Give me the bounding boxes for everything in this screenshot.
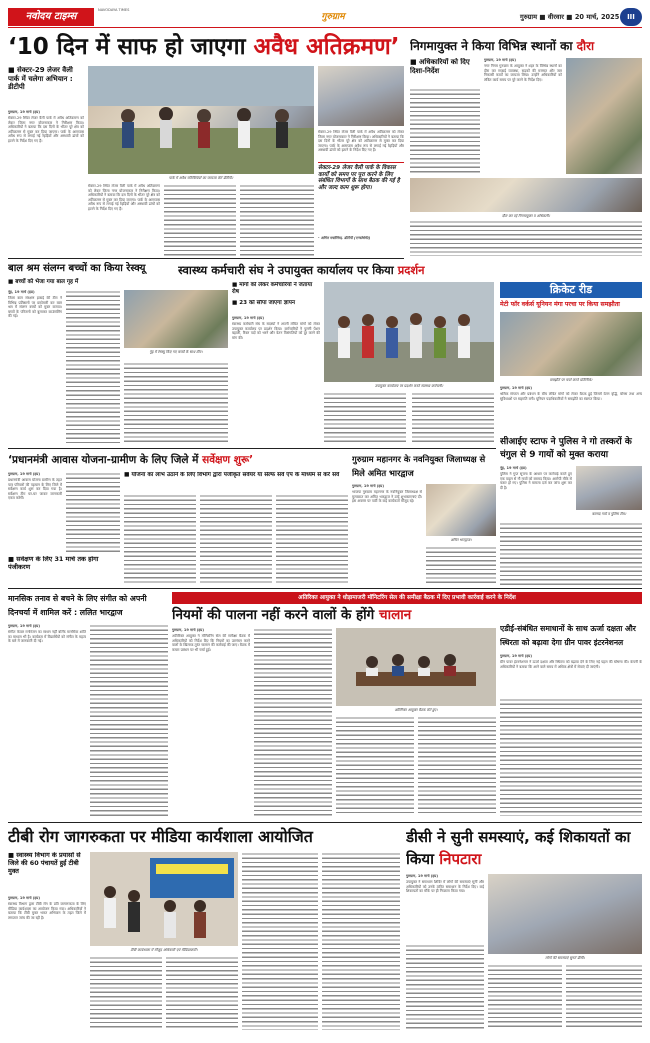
lead-subhead: ■ सेक्टर-29 लेजर वैली पार्क में चलेगा अभियान : डीटीपी <box>8 66 73 92</box>
divider-1 <box>8 258 404 259</box>
tb-photo <box>90 852 238 946</box>
dc-headline <box>406 826 642 870</box>
divider-2 <box>8 448 496 449</box>
dc-headline-black: डीसी ने सुनी समस्याएं, कई शिकायतों का किया <box>406 828 631 868</box>
awas-byline: गुरुग्राम, 19 मार्च (हप्र) <box>8 472 40 476</box>
tb-photo-caption: टीबी कार्यशाला में मौजूद अधिकारी एवं मीडियाकर्मी। <box>130 948 198 952</box>
nigam-body: नगर निगम गुरुग्राम के आयुक्त ने शहर के विभिन्न स्थानों का दौरा कर सफाई व्यवस्था, सड़कों की मरम्मत और जल निकासी कार्यों का जायजा लिया। उन्होंने अधिकारियों को लंबित कार्य समय पर पूरे करने के निर्देश दिए। <box>484 64 562 82</box>
cricket-photo-caption: समझौते पर चर्चा करते प्रतिनिधि। <box>549 378 593 382</box>
nigam-body-bottom <box>410 220 642 256</box>
nigam-photo <box>566 58 642 174</box>
niyam-body-col2 <box>254 628 332 816</box>
dc-body: उपायुक्त ने समाधान शिविर में लोगों की समस्याएं सुनीं और अधिकारियों को उनके त्वरित समाधान के निर्देश दिए। कई शिकायतों का मौके पर ही निपटारा किया गया। <box>406 880 484 894</box>
divider-3 <box>8 588 642 589</box>
niyam-strip: अतिरिक्त आयुक्त ने धोड़ामाजरी मॉनिटरिंग सेल की समीक्षा बैठक में दिए प्रभावी कार्रवाई करने के निर्देश <box>172 592 642 604</box>
dc-body-col2 <box>406 944 484 1030</box>
dc-headline-red: निपटारा <box>439 850 482 868</box>
tb-body-col3 <box>166 956 238 1030</box>
lead-body-col2: सेक्टर-29 स्थित लेजर वैली पार्क में अवैध अतिक्रमण को लेकर जिला नगर योजनाकार ने निरीक्षण किया। अधिकारियों ने बताया कि दस दिनों के भीतर पूरे क्षेत्र को अतिक्रमण से मुक्त कर दिया जाएगा। पार्क के आसपास अवैध रूप से लगाई गई रेहड़ियों और अस्थायी ढांचों को हटाने के निर्देश दिए गए हैं। <box>88 184 160 211</box>
lead-headline-red: अवैध अतिक्रमण’ <box>253 34 400 60</box>
niyam-photo-caption: अतिरिक्त आयुक्त बैठक लेते हुए। <box>394 708 438 712</box>
niyam-body: अतिरिक्त आयुक्त ने मॉनिटरिंग सेल की समीक्षा बैठक में अधिकारियों को निर्देश दिए कि नियमों का उल्लंघन करने वालों के खिलाफ तुरंत चालान की कार्रवाई की जाए। बैठक में कचरा प्रबंधन पर भी चर्चा हुई। <box>172 634 250 652</box>
electric-body: ग्रीन पावर इंटरनेशनल ने ऊर्जा दक्षता और स्थिरता को बढ़ावा देने के लिए नई पहल की घोषणा की। कंपनी के अधिकारियों ने बताया कि आने वाले समय में अधिक क्षेत्रों में सेवाएं दी जाएंगी। <box>500 660 642 669</box>
awas-headline-red: सर्वेक्षण शुरू’ <box>202 454 254 466</box>
swasthya-headline-red: प्रदर्शन <box>397 263 425 277</box>
swasthya-body-col2 <box>324 392 406 444</box>
tb-subhead: ■ स्वास्थ्य विभाग के प्रयासों से जिले की 60 पंचायतें हुईं टीबी मुक्त <box>8 852 81 875</box>
awas-headline-black: ‘प्रधानमंत्री आवास योजना-ग्रामीण के लिए जिले में <box>8 454 199 466</box>
niyam-headline-red: चालान <box>379 607 412 623</box>
cricket-body: श्रमिक संगठन और प्रबंधन के बीच लंबित मांगों को लेकर बैठक हुई जिसमें वेतन वृद्धि, बोनस तथा अन्य सुविधाओं पर सहमति बनी। यूनियन पदाधिकारियों ने समझौते का स्वागत किया। <box>500 392 642 401</box>
cia-photo <box>576 466 642 510</box>
page-number-badge: III <box>620 8 642 26</box>
mahanagar-photo <box>426 484 496 536</box>
balshram-photo <box>124 290 228 348</box>
swasthya-body-col3 <box>412 392 494 444</box>
balshram-subhead: ■ बच्चों को भेजा गया बाल गृह में <box>8 279 79 285</box>
awas-body-col3 <box>124 494 196 584</box>
nigam-headline-red: दौरा <box>576 39 595 53</box>
lead-body-col4 <box>240 184 314 256</box>
niyam-byline: गुरुग्राम, 19 मार्च (हप्र) <box>172 628 204 632</box>
masthead <box>8 8 642 26</box>
niyam-headline-black: नियमों की पालना नहीं करने वालों के होंगे <box>172 607 375 623</box>
balshram-photo-caption: नूंह में रेस्क्यू किए गए बच्चों के साथ टीम। <box>149 350 203 354</box>
awas-subhead-deadline: ■ सर्वेक्षण के लिए 31 मार्च तक होगा पंजीकरण <box>8 556 99 571</box>
mahanagar-headline: गुरुग्राम महानगर के नवनियुक्त जिलाध्यक्ष से मिले अमित भारद्वाज <box>352 454 486 478</box>
lead-photo <box>88 66 314 174</box>
awas-subhead: ■ योजना का लाभ उठाने के लिए विभाग द्वारा पंजीकृत सर्वेयर या सेल्फ सर्वे एप के माध्यम से करें सर्वे <box>124 472 340 478</box>
masthead-rule <box>8 27 642 28</box>
lead-body-col3 <box>164 184 236 256</box>
paper-tagline: NAVODAYA TIMES <box>98 8 130 12</box>
swasthya-photo <box>324 282 494 382</box>
sangeet-byline: गुरुग्राम, 19 मार्च (हप्र) <box>8 624 40 628</box>
awas-body-col4 <box>200 494 272 584</box>
niyam-photo <box>336 628 496 706</box>
balshram-body-col2 <box>66 290 120 444</box>
lead-headline <box>8 32 404 62</box>
cia-byline: नूंह, 19 मार्च (हप्र) <box>500 466 527 470</box>
swasthya-subhead: ■ मांगों को लेकर कर्मचारियों ने जताया रोष <box>232 282 313 295</box>
swasthya-subhead-2: ■ 23 को सौंपा जाएगा ज्ञापन <box>232 300 296 306</box>
awas-body-col2 <box>66 472 120 552</box>
lead-byline: गुरुग्राम, 19 मार्च (हप्र) <box>8 110 40 114</box>
sangeet-body: संगीत केवल मनोरंजन का साधन नहीं बल्कि मानसिक शांति का माध्यम भी है। कार्यक्रम में विद्यार्थियों को संगीत के महत्व के बारे में जानकारी दी गई। <box>8 630 86 644</box>
swasthya-headline <box>178 262 642 278</box>
lead-photo-caption: पार्क में अवैध गतिविधियों का जायजा लेते डीटीपी। <box>168 176 234 180</box>
dateline-city: गुरुग्राम <box>520 13 538 21</box>
tb-body-col2 <box>90 956 162 1030</box>
cia-headline: सीआईए स्टाफ ने पुलिस ने गो तस्करों के चंगुल से 9 गायों को मुक्त कराया <box>500 437 632 460</box>
cricket-strip: क्रिकेट रीड <box>500 282 642 298</box>
balshram-headline: बाल श्रम संलग्न बच्चों का किया रेस्क्यू <box>8 263 146 274</box>
niyam-body-col3 <box>336 716 414 816</box>
swasthya-byline: गुरुग्राम, 19 मार्च (हप्र) <box>232 316 264 320</box>
dc-byline: गुरुग्राम, 19 मार्च (हप्र) <box>406 874 438 878</box>
nigam-photo-caption: दौरा कर रहे निगमायुक्त व अधिकारी। <box>502 214 550 218</box>
swasthya-headline-black: स्वास्थ्य कर्मचारी संघ ने उपायुक्त कार्यालय पर किया <box>178 263 394 277</box>
electric-headline: एडीई-संबंधित समाधानों के साथ ऊर्जा दक्षता और स्थिरता को बढ़ावा देगा ग्रीन पावर इंटरनेशनल <box>500 624 636 647</box>
cricket-byline: गुरुग्राम, 19 मार्च (हप्र) <box>500 386 532 390</box>
sangeet-body-col2 <box>90 624 168 818</box>
dc-photo-caption: लोगों की समस्याएं सुनते डीसी। <box>545 956 585 960</box>
tb-body-col5 <box>322 852 400 1030</box>
tb-body-col4 <box>242 852 318 1030</box>
electric-body-2 <box>500 698 642 816</box>
balshram-body: जिला बाल संरक्षण इकाई की टीम ने विभिन्न प्रतिष्ठानों पर छापेमारी कर बाल श्रम में संलग्न बच्चों को मुक्त कराया। बच्चों के परिजनों को बुलाकर काउंसलिंग की गई। <box>8 296 62 319</box>
lead-quote: सेक्टर-29 लेजर वैली पार्क के विकास कार्यों को समय पर पूरा करने के लिए संबंधित विभागों के साथ बैठक की गई है और जल्द काम शुरू होगा। <box>318 162 404 234</box>
tb-headline: टीबी रोग जागरुकता पर मीडिया कार्यशाला आयोजित <box>8 827 313 846</box>
niyam-photo-image <box>336 628 496 706</box>
divider-4 <box>8 822 642 823</box>
edition-label: गुरुग्राम <box>321 12 345 22</box>
electric-byline: गुरुग्राम, 19 मार्च (हप्र) <box>500 654 532 658</box>
lead-inset-body: सेक्टर-29 स्थित लेजर वैली पार्क में अवैध अतिक्रमण को लेकर जिला नगर योजनाकार ने निरीक्षण किया। अधिकारियों ने बताया कि दस दिनों के भीतर पूरे क्षेत्र को अतिक्रमण से मुक्त कर दिया जाएगा। पार्क के आसपास अवैध रूप से लगाई गई रेहड़ियों और अस्थायी ढांचों को हटाने के निर्देश दिए गए हैं। <box>318 130 404 153</box>
paper-name-logo[interactable]: नवोदय टाइम्स <box>8 8 94 26</box>
swasthya-body: स्वास्थ्य कर्मचारी संघ के सदस्यों ने अपनी लंबित मांगों को लेकर उपायुक्त कार्यालय पर प्रदर्शन किया। कर्मचारियों ने पुरानी पेंशन बहाली, रिक्त पदों को भरने और वेतन विसंगतियों को दूर करने की मांग की। <box>232 322 320 340</box>
lead-body: सेक्टर-29 स्थित लेजर वैली पार्क में अवैध अतिक्रमण को लेकर जिला नगर योजनाकार ने निरीक्षण किया। अधिकारियों ने बताया कि दस दिनों के भीतर पूरे क्षेत्र को अतिक्रमण से मुक्त कर दिया जाएगा। पार्क के आसपास अवैध रूप से लगाई गई रेहड़ियों और अस्थायी ढांचों को हटाने के निर्देश दिए गए हैं। <box>8 116 84 143</box>
tb-byline: गुरुग्राम, 19 मार्च (हप्र) <box>8 896 40 900</box>
awas-headline <box>8 452 348 468</box>
cia-body-2 <box>500 522 642 588</box>
nigam-subhead: ■ अधिकारियों को दिए दिशा-निर्देश <box>410 58 470 75</box>
balshram-byline: नूंह, 19 मार्च (हप्र) <box>8 290 35 294</box>
lead-headline-black: ‘10 दिन में साफ हो जाएगा <box>8 34 246 60</box>
lead-photo-image <box>88 66 314 174</box>
lead-quote-by: - अमित मधोलिया, डीटीपी (एन्फोर्समेंट) <box>318 236 371 240</box>
lead-inset-photo <box>318 66 404 126</box>
nigam-headline-black: निगमायुक्त ने किया विभिन्न स्थानों का <box>410 39 573 53</box>
dateline-day: वीरवार <box>547 13 565 21</box>
sangeet-headline: मानसिक तनाव से बचने के लिए संगीत को अपनी दिनचर्या में शामिल करें : ललित भारद्वाज <box>8 594 147 617</box>
nigam-photo-2 <box>410 178 642 212</box>
dc-body-col4 <box>566 964 642 1030</box>
balshram-body-col3 <box>124 362 228 444</box>
nigam-byline: गुरुग्राम, 19 मार्च (हप्र) <box>484 58 516 62</box>
dateline: गुरुग्राम ■ वीरवार ■ 20 मार्च, 2025 <box>520 13 620 21</box>
cricket-headline: मेटी फॉर वर्कर्स यूनियन मंगा परचा पर किया समझौता <box>500 301 620 308</box>
niyam-body-col4 <box>418 716 496 816</box>
tb-photo-image <box>90 852 238 946</box>
swasthya-photo-caption: उपायुक्त कार्यालय पर प्रदर्शन करते स्वास्थ्य कर्मचारी। <box>374 384 444 388</box>
dc-body-col3 <box>488 964 562 1030</box>
cricket-photo <box>500 312 642 376</box>
nigam-body-col1 <box>410 88 480 174</box>
cia-body: पुलिस ने गुप्त सूचना के आधार पर कार्रवाई करते हुए एक वाहन से नौ गायों को बरामद किया। आरोपी मौके से फरार हो गए। पुलिस ने मामला दर्ज कर जांच शुरू कर दी है। <box>500 472 572 490</box>
tb-body: स्वास्थ्य विभाग द्वारा टीबी रोग के प्रति जागरूकता के लिए मीडिया कार्यशाला का आयोजन किया गया। अधिकारियों ने बताया कि टीबी मुक्त भारत अभियान के तहत जिले में लगातार जांच की जा रही है। <box>8 902 86 920</box>
mahanagar-byline: गुरुग्राम, 19 मार्च (हप्र) <box>352 484 384 488</box>
mahanagar-body: भाजपा गुरुग्राम महानगर के नवनियुक्त जिलाध्यक्ष से मुलाकात कर अमित भारद्वाज ने उन्हें शुभकामनाएं दीं। इस अवसर पर पार्टी के कई कार्यकर्ता मौजूद रहे। <box>352 490 422 504</box>
mahanagar-body-col2 <box>426 546 496 584</box>
swasthya-photo-image <box>324 282 494 382</box>
dc-photo <box>488 874 642 954</box>
cia-photo-caption: बरामद गायें व पुलिस टीम। <box>591 512 627 516</box>
nigam-headline <box>410 38 642 54</box>
awas-body: प्रधानमंत्री आवास योजना ग्रामीण के तहत पात्र परिवारों की पहचान के लिए जिले में सर्वेक्षण कार्य शुरू कर दिया गया है। सर्वेक्षण टीम घर-घर जाकर जानकारी एकत्र करेगी। <box>8 478 62 501</box>
mahanagar-photo-caption: अमित भारद्वाज। <box>450 538 472 542</box>
awas-body-col5 <box>276 494 348 584</box>
dateline-date: 20 मार्च, 2025 <box>574 13 620 21</box>
